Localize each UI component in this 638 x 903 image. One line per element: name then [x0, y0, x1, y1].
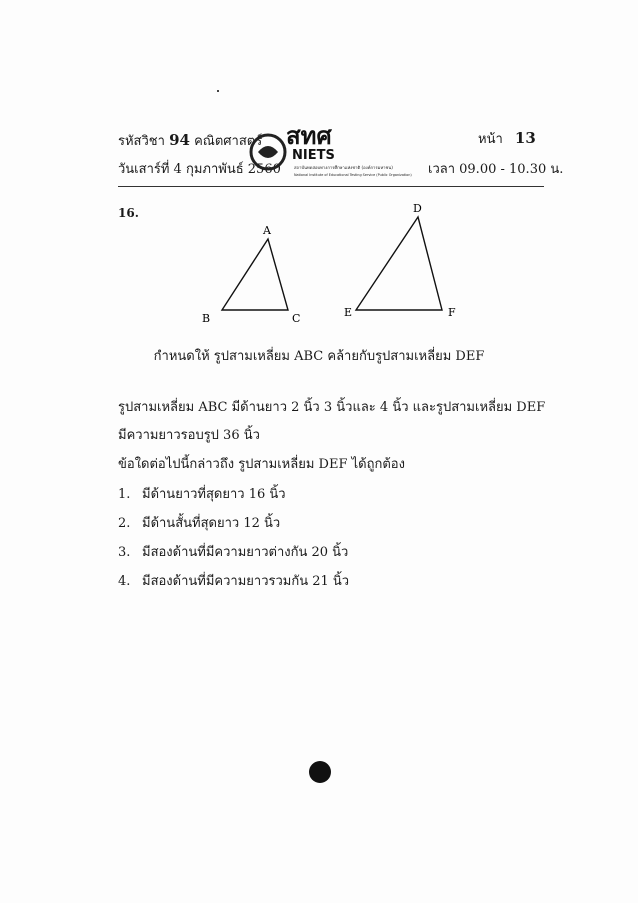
logo-thai: สทศ	[286, 122, 332, 150]
similar-triangles-figure	[180, 196, 480, 328]
header-page: หน้า 13	[478, 129, 536, 147]
subject-code: 94	[169, 131, 190, 149]
header-subject: รหัสวิชา 94 คณิตศาสตร์	[118, 131, 263, 149]
vertex-e: E	[344, 306, 353, 319]
vertex-f: F	[448, 306, 456, 319]
figure-caption: กำหนดให้ รูปสามเหลี่ยม ABC คล้ายกับรูปสามเหลี่ยม DEF	[153, 349, 485, 364]
header-time: เวลา 09.00 - 10.30 น.	[428, 162, 564, 177]
page-number: 13	[514, 129, 536, 147]
registration-dot	[309, 761, 331, 783]
vertex-d: D	[413, 202, 422, 215]
question-text-1: รูปสามเหลี่ยม ABC มีด้านยาว 2 นิ้ว 3 นิ้วและ 4 นิ้ว และรูปสามเหลี่ยม DEF	[118, 400, 546, 415]
triangle-def	[356, 217, 442, 310]
choice-1: 1. มีด้านยาวที่สุดยาว 16 นิ้ว	[118, 487, 286, 502]
niets-logo	[248, 118, 426, 180]
choice-4: 4. มีสองด้านที่มีความยาวรวมกัน 21 นิ้ว	[118, 574, 350, 589]
question-number: 16.	[118, 206, 139, 220]
triangle-abc	[222, 239, 288, 310]
header-date: วันเสาร์ที่ 4 กุมภาพันธ์ 2560	[118, 162, 281, 177]
logo-english: NIETS	[292, 148, 335, 163]
choice-2: 2. มีด้านสั้นที่สุดยาว 12 นิ้ว	[118, 516, 281, 531]
logo-line1: สถาบันทดสอบทางการศึกษาแห่งชาติ (องค์การมหาชน)	[294, 165, 393, 170]
vertex-b: B	[202, 312, 211, 325]
question-prompt: ข้อใดต่อไปนี้กล่าวถึง รูปสามเหลี่ยม DEF ได้ถูกต้อง	[118, 457, 405, 472]
logo-line2: National Institute of Educational Testing Service (Public Organization)	[294, 173, 412, 177]
question-text-2: มีความยาวรอบรูป 36 นิ้ว	[118, 428, 260, 443]
vertex-a: A	[263, 224, 271, 237]
choice-3: 3. มีสองด้านที่มีความยาวต่างกัน 20 นิ้ว	[118, 545, 349, 560]
header-divider	[118, 186, 544, 187]
vertex-c: C	[292, 312, 301, 325]
scan-speck	[217, 90, 219, 92]
